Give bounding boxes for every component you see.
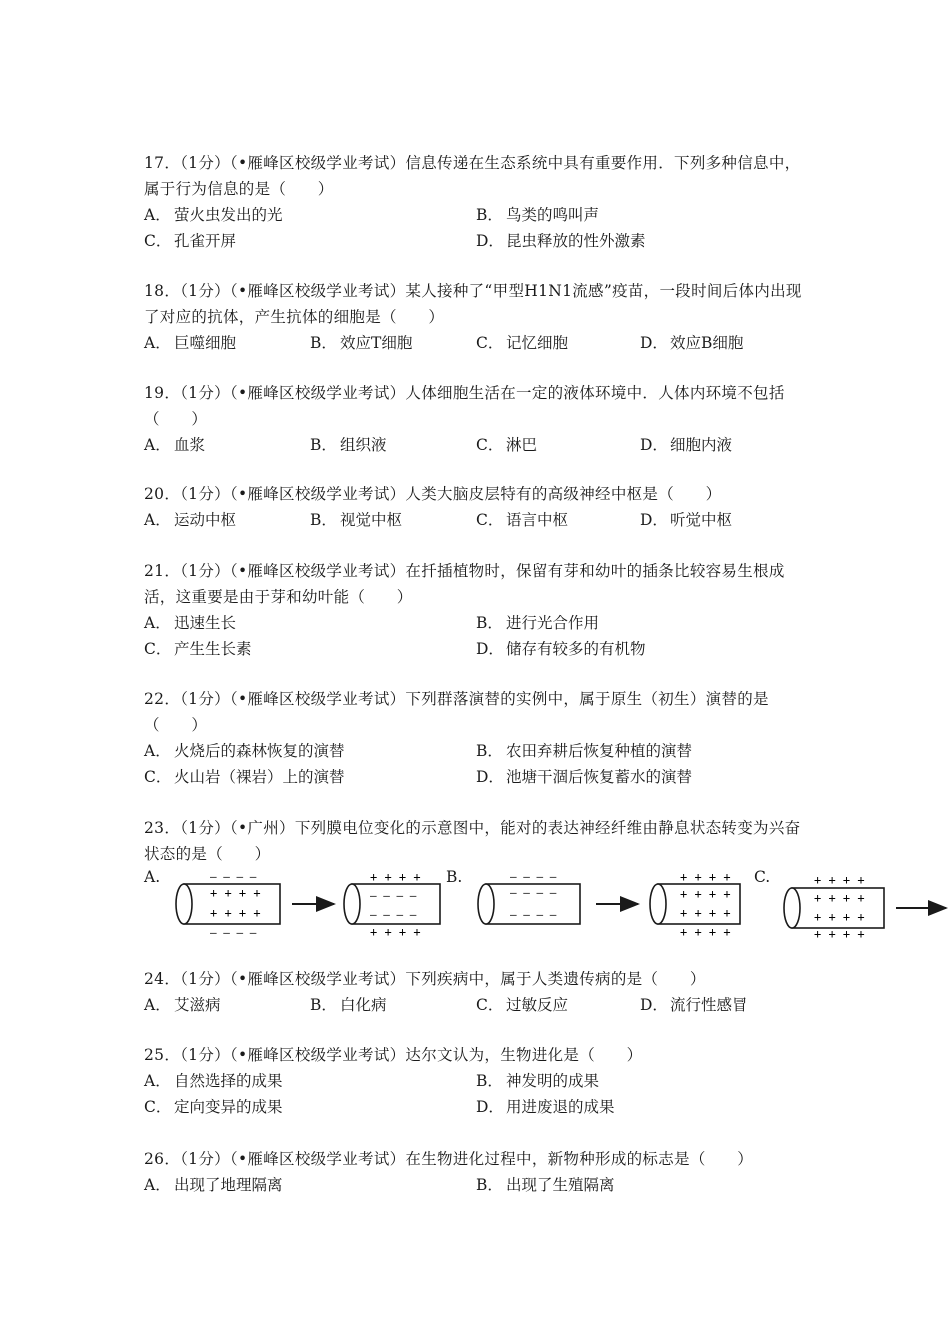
inside-charge-top: + + + +	[814, 891, 865, 905]
option-text: 定向变异的成果	[174, 1098, 283, 1116]
option-label: B．	[310, 334, 337, 352]
figure-label-a[interactable]: A.	[144, 868, 161, 886]
option-text: 火烧后的森林恢复的演替	[174, 742, 345, 760]
option-label: C．	[476, 334, 504, 352]
option-label: A．	[144, 511, 171, 529]
question-24	[144, 966, 804, 1018]
question-stem: 26．（1分）（•雁峰区校级学业考试）在生物进化过程中，新物种形成的标志是（ ）	[144, 1150, 754, 1168]
option-label: D．	[476, 768, 504, 786]
option-a[interactable]	[144, 738, 345, 764]
option-c[interactable]	[144, 228, 236, 254]
option-a[interactable]	[144, 1172, 283, 1198]
option-b[interactable]	[476, 610, 599, 636]
option-text: 流行性感冒	[670, 996, 748, 1014]
option-b[interactable]	[310, 330, 412, 356]
option-b[interactable]	[310, 992, 387, 1018]
option-text: 孔雀开屏	[174, 232, 237, 250]
option-label: B．	[476, 206, 503, 224]
option-label: A．	[144, 436, 171, 454]
membrane-potential-figure	[144, 868, 950, 940]
option-text: 血浆	[174, 436, 206, 454]
figure-label-b[interactable]: B.	[446, 868, 463, 886]
option-label: C．	[476, 996, 504, 1014]
outside-charge-top: — — — —	[210, 870, 257, 883]
option-a[interactable]	[144, 432, 205, 458]
option-d[interactable]	[640, 330, 743, 356]
option-text: 迅速生长	[174, 614, 237, 632]
outside-charge-bottom: + + + +	[370, 925, 421, 939]
nerve-fiber-a-after	[344, 870, 440, 939]
options	[144, 202, 804, 254]
option-label: C．	[476, 511, 504, 529]
option-label: B．	[476, 614, 503, 632]
option-text: 淋巴	[506, 436, 538, 454]
option-text: 昆虫释放的性外激素	[506, 232, 646, 250]
options	[144, 992, 804, 1018]
inside-charge-bottom: + + + +	[210, 906, 261, 920]
inside-charge-bottom: — — — —	[510, 908, 557, 921]
inside-charge-top: — — — —	[510, 886, 557, 899]
question-23	[144, 815, 804, 867]
option-c[interactable]	[476, 507, 568, 533]
option-label: D．	[476, 1098, 504, 1116]
question-19	[144, 380, 804, 458]
question-stem: 25．（1分）（•雁峰区校级学业考试）达尔文认为，生物进化是（ ）	[144, 1046, 643, 1064]
option-b[interactable]	[310, 432, 387, 458]
option-text: 视觉中枢	[340, 511, 403, 529]
option-text: 池塘干涸后恢复蓄水的演替	[506, 768, 693, 786]
option-text: 白化病	[340, 996, 387, 1014]
question-20	[144, 481, 804, 533]
option-text: 出现了生殖隔离	[506, 1176, 615, 1194]
outside-charge-bottom: + + + +	[814, 927, 865, 940]
option-label: A．	[144, 1176, 171, 1194]
option-label: B．	[310, 436, 337, 454]
option-text: 听觉中枢	[670, 511, 733, 529]
figure-label-c[interactable]: C.	[754, 868, 771, 886]
option-c[interactable]	[476, 330, 568, 356]
option-text: 过敏反应	[506, 996, 569, 1014]
option-text: 出现了地理隔离	[174, 1176, 283, 1194]
option-text: 鸟类的鸣叫声	[506, 206, 600, 224]
option-label: D．	[640, 996, 668, 1014]
option-a[interactable]	[144, 610, 236, 636]
option-c[interactable]	[144, 636, 252, 662]
option-label: B．	[476, 1072, 503, 1090]
option-label: D．	[476, 640, 504, 658]
question-18	[144, 278, 804, 356]
option-text: 农田弃耕后恢复种植的演替	[506, 742, 693, 760]
option-a[interactable]	[144, 330, 236, 356]
option-label: C．	[144, 1098, 172, 1116]
option-c[interactable]	[476, 432, 537, 458]
option-d[interactable]	[640, 992, 748, 1018]
option-text: 火山岩（裸岩）上的演替	[174, 768, 345, 786]
inside-charge-top: + + + +	[680, 887, 731, 901]
option-label: D．	[476, 232, 504, 250]
question-stem: 17．（1分）（•雁峰区校级学业考试）信息传递在生态系统中具有重要作用．下列多种信息中，属于行为信息的是（ ）	[144, 154, 801, 198]
option-label: D．	[640, 436, 668, 454]
option-text: 记忆细胞	[506, 334, 569, 352]
nerve-fiber-c-before	[784, 873, 884, 940]
options	[144, 507, 804, 533]
outside-charge-top: + + + +	[680, 870, 731, 884]
question-stem: 18．（1分）（•雁峰区校级学业考试）某人接种了“甲型H1N1流感”疫苗，一段时间后体内出现了对应的抗体，产生抗体的细胞是（ ）	[144, 282, 802, 326]
option-a[interactable]	[144, 202, 283, 228]
options	[144, 330, 804, 356]
option-c[interactable]	[144, 1094, 283, 1120]
option-label: C．	[476, 436, 504, 454]
option-c[interactable]	[476, 992, 568, 1018]
inside-charge-bottom: + + + +	[814, 910, 865, 924]
option-text: 自然选择的成果	[174, 1072, 283, 1090]
option-a[interactable]	[144, 1068, 283, 1094]
option-label: C．	[144, 768, 172, 786]
option-text: 进行光合作用	[506, 614, 600, 632]
option-label: A．	[144, 742, 171, 760]
question-stem: 20．（1分）（•雁峰区校级学业考试）人类大脑皮层特有的高级神经中枢是（ ）	[144, 485, 722, 503]
option-text: 运动中枢	[174, 511, 237, 529]
option-label: A．	[144, 1072, 171, 1090]
option-text: 萤火虫发出的光	[174, 206, 283, 224]
option-a[interactable]	[144, 992, 221, 1018]
option-text: 效应T细胞	[340, 334, 413, 352]
option-label: A．	[144, 334, 171, 352]
option-label: D．	[640, 334, 668, 352]
charge-row: — — — —	[510, 870, 557, 883]
nerve-fiber-a-before	[176, 870, 280, 939]
option-label: B．	[310, 996, 337, 1014]
inside-charge-top: + + + +	[210, 886, 261, 900]
option-d[interactable]	[476, 1094, 615, 1120]
option-text: 效应B细胞	[670, 334, 744, 352]
question-26	[144, 1146, 804, 1198]
option-label: A．	[144, 614, 171, 632]
option-text: 语言中枢	[506, 511, 569, 529]
option-c[interactable]	[144, 764, 345, 790]
options	[144, 738, 804, 790]
option-label: B．	[476, 742, 503, 760]
options	[144, 1068, 804, 1120]
option-b[interactable]	[476, 202, 599, 228]
option-text: 巨噬细胞	[174, 334, 237, 352]
option-label: A．	[144, 996, 171, 1014]
outside-charge-bottom: + + + +	[680, 925, 731, 939]
options	[144, 1172, 804, 1198]
option-text: 储存有较多的有机物	[506, 640, 646, 658]
option-d[interactable]	[640, 507, 732, 533]
option-label: B．	[310, 511, 337, 529]
options	[144, 432, 804, 458]
option-b[interactable]	[476, 1068, 599, 1094]
question-stem: 22．（1分）（•雁峰区校级学业考试）下列群落演替的实例中，属于原生（初生）演替的是（ ）	[144, 690, 769, 734]
option-text: 细胞内液	[670, 436, 733, 454]
options	[144, 610, 804, 662]
outside-charge-top: + + + +	[370, 870, 421, 884]
option-label: C．	[144, 232, 172, 250]
option-d[interactable]	[476, 228, 646, 254]
question-stem: 19．（1分）（•雁峰区校级学业考试）人体细胞生活在一定的液体环境中．人体内环境不包括（ ）	[144, 384, 785, 428]
inside-charge-bottom: — — — —	[370, 908, 417, 921]
option-label: B．	[476, 1176, 503, 1194]
question-stem: 21．（1分）（•雁峰区校级学业考试）在扦插植物时，保留有芽和幼叶的插条比较容易生根成活，这重要是由于芽和幼叶能（ ）	[144, 562, 785, 606]
option-a[interactable]	[144, 507, 236, 533]
inside-charge-top: — — — —	[370, 889, 417, 902]
outside-charge-top: + + + +	[814, 873, 865, 887]
option-d[interactable]	[640, 432, 732, 458]
option-b[interactable]	[476, 1172, 615, 1198]
option-text: 用进废退的成果	[506, 1098, 615, 1116]
question-25	[144, 1042, 804, 1120]
option-text: 组织液	[340, 436, 387, 454]
nerve-fiber-b-after	[650, 870, 740, 939]
option-text: 艾滋病	[174, 996, 221, 1014]
option-label: C．	[144, 640, 172, 658]
figure-svg	[144, 868, 950, 940]
nerve-fiber-b-before	[478, 870, 580, 924]
inside-charge-bottom: + + + +	[680, 906, 731, 920]
question-stem: 23．（1分）（•广州）下列膜电位变化的示意图中，能对的表达神经纤维由静息状态转变为兴奋状态的是（ ）	[144, 819, 801, 863]
option-b[interactable]	[310, 507, 402, 533]
outside-charge-bottom: — — — —	[210, 926, 257, 939]
option-label: D．	[640, 511, 668, 529]
option-text: 产生生长素	[174, 640, 252, 658]
question-22	[144, 686, 804, 790]
option-d[interactable]	[476, 636, 646, 662]
option-b[interactable]	[476, 738, 692, 764]
option-d[interactable]	[476, 764, 692, 790]
question-17	[144, 150, 804, 254]
question-21	[144, 558, 804, 662]
question-stem: 24．（1分）（•雁峰区校级学业考试）下列疾病中，属于人类遗传病的是（ ）	[144, 970, 706, 988]
option-label: A．	[144, 206, 171, 224]
option-text: 神发明的成果	[506, 1072, 600, 1090]
